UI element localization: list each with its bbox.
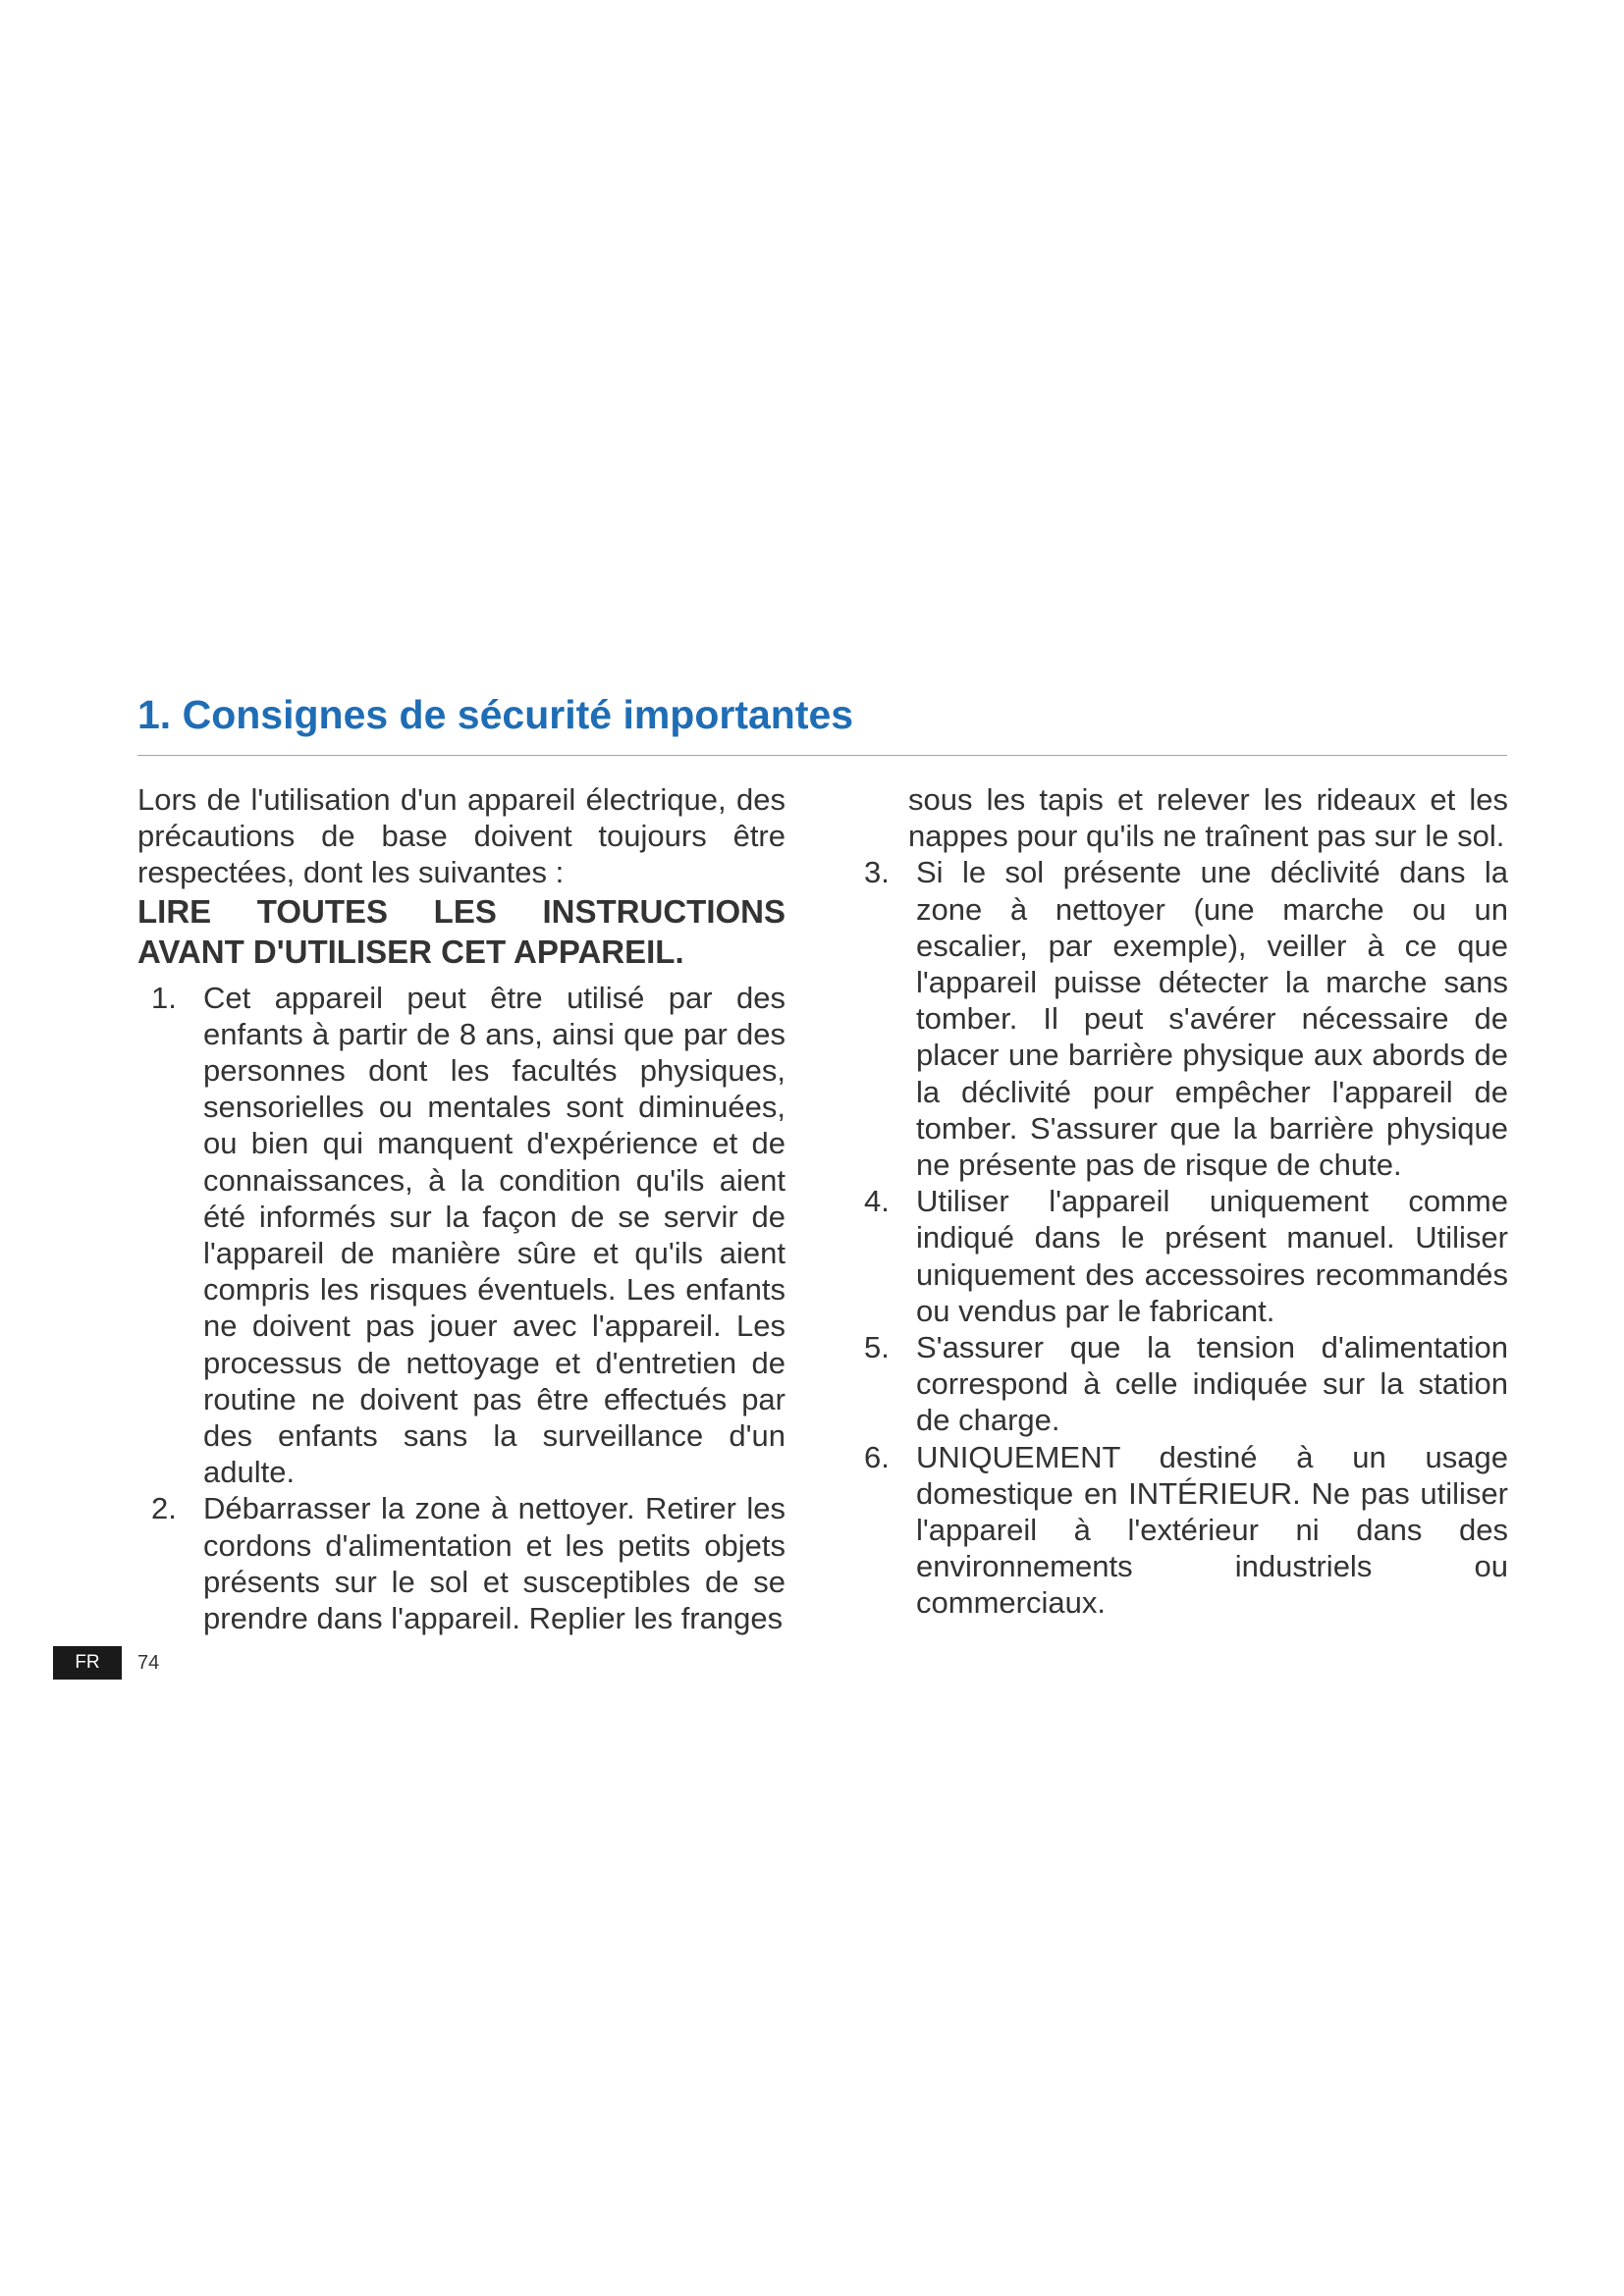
safety-list-right — [864, 854, 1508, 1621]
item-number: 4. — [864, 1184, 890, 1219]
item-text: Utiliser l'appareil uniquement comme indiqué dans le présent manuel. Utiliser uniquement des accessoires recommandés ou vendus par le fabricant. — [916, 1184, 1508, 1328]
list-item-1 — [151, 980, 785, 1491]
item-number: 5. — [864, 1330, 890, 1365]
intro-paragraph: Lors de l'utilisation d'un appareil électrique, des précautions de base doivent toujours être respectées, dont les suivantes : — [137, 782, 785, 890]
list-item-3 — [864, 854, 1508, 1183]
language-badge: FR — [53, 1646, 122, 1680]
item-text: Débarrasser la zone à nettoyer. Retirer les cordons d'alimentation et les petits objets présents sur le sol et susceptibles de se prendre dans l'appareil. Replier les franges — [203, 1491, 785, 1636]
page-number: 74 — [137, 1652, 160, 1674]
list-item-2-continuation: sous les tapis et relever les rideaux et les nappes pour qu'ils ne traînent pas sur le sol. — [908, 782, 1508, 854]
list-item-6 — [864, 1439, 1508, 1622]
item-number: 6. — [864, 1439, 890, 1474]
title-divider — [137, 755, 1507, 756]
item-text: Si le sol présente une déclivité dans la zone à nettoyer (une marche ou un escalier, par exemple), veiller à ce que l'appareil puisse détecter la marche sans tomber. Il peut s'avérer nécessaire de placer une barrière physique aux abords de la déclivité pour empêcher l'appareil de tomber. S'assurer que la barrière physique ne présente pas de risque de chute. — [916, 855, 1508, 1183]
right-column — [864, 781, 1508, 1622]
item-number: 1. — [151, 980, 177, 1015]
warning-line-1: LIRE TOUTES LES INSTRUCTIONS — [137, 892, 785, 930]
list-item-4 — [864, 1183, 1508, 1329]
item-text: UNIQUEMENT destiné à un usage domestique en INTÉRIEUR. Ne pas utiliser l'appareil à l'extérieur ni dans des environnements industriels ou commerciaux. — [916, 1439, 1508, 1621]
item-text: S'assurer que la tension d'alimentation correspond à celle indiquée sur la station de charge. — [916, 1330, 1508, 1438]
item-number: 2. — [151, 1491, 177, 1526]
left-column — [137, 781, 785, 1636]
list-item-2 — [151, 1490, 785, 1636]
safety-list-left — [151, 980, 785, 1637]
item-text: Cet appareil peut être utilisé par des enfants à partir de 8 ans, ainsi que par des personnes dont les facultés physiques, sensorielles ou mentales sont diminuées, ou bien qui manquent d'expérience et de connaissances, à la condition qu'ils aient été informés sur la façon de se servir de l'appareil de manière sûre et qu'ils aient compris les risques éventuels. Les enfants ne doivent pas jouer avec l'appareil. Les processus de nettoyage et d'entretien de routine ne doivent pas être effectués par des enfants sans la surveillance d'un adulte. — [203, 980, 785, 1490]
item-number: 3. — [864, 855, 890, 890]
warning-line-2: AVANT D'UTILISER CET APPAREIL. — [137, 933, 684, 970]
list-item-5 — [864, 1329, 1508, 1439]
section-title: 1. Consignes de sécurité importantes — [137, 692, 854, 737]
